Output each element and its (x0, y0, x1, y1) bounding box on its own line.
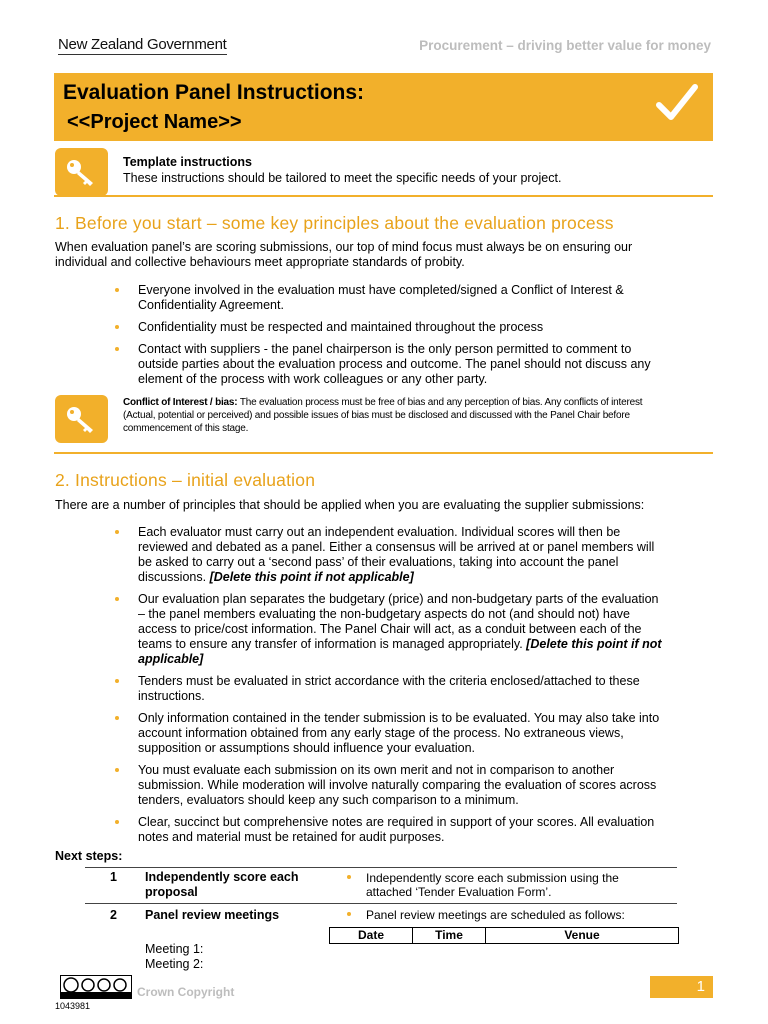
step-title: Panel review meetings (145, 908, 280, 922)
section-1-heading: 1. Before you start – some key principles about the evaluation process (55, 213, 614, 233)
table-header-venue: Venue (564, 928, 600, 942)
list-item: Only information contained in the tender submission is to be evaluated. You may also take into account information obtained from any early stage of the process. No extraneous views, supposition or assumptions should influence your evaluation. (138, 711, 718, 756)
conflict-of-interest-note: Conflict of Interest / bias: The evaluation process must be free of bias and any perception of bias. Any conflicts of interest (Actual, potential or perceived) and possible issues of bias must be disclosed and discussed with the Panel Chair before commencement of this stage. (123, 397, 643, 434)
page-number: 1 (696, 978, 705, 995)
list-item: Clear, succinct but comprehensive notes are required in support of your scores. All evaluation notes and material must be retained for audit purposes. (138, 815, 718, 845)
document-number: 1043981 (55, 1001, 91, 1011)
table-header-time: Time (413, 928, 486, 943)
step-description: Panel review meetings are scheduled as follows: (366, 908, 625, 922)
section-1-intro: When evaluation panel’s are scoring submissions, our top of mind focus must always be on ensuring our individual and collective behaviours meet appropriate standards of probity. (55, 240, 633, 269)
key-icon (55, 395, 108, 443)
template-instructions-text: These instructions should be tailored to meet the specific needs of your project. (123, 171, 562, 185)
section-1-bullets (138, 283, 713, 394)
crown-copyright: Crown Copyright (137, 985, 235, 999)
nz-government-logo: New Zealand Government (58, 36, 227, 53)
meeting-2: Meeting 2: (145, 957, 204, 971)
key-icon (55, 148, 108, 196)
list-item: Everyone involved in the evaluation must have completed/signed a Conflict of Interest & Confidentiality Agreement. (138, 283, 713, 313)
list-item: Tenders must be evaluated in strict accordance with the criteria enclosed/attached to these instructions. (138, 674, 718, 704)
next-steps-label: Next steps: (55, 849, 123, 863)
list-item: Each evaluator must carry out an independent evaluation. Individual scores will then be reviewed and debated as a panel. Either a consensus will be arrived at or panel members will be asked to carry out a ‘second pass’ of their evaluations, taking into account the panel discussions. [Delete this point if not applicable] (138, 525, 718, 585)
meeting-schedule-table (329, 927, 679, 944)
divider (54, 452, 713, 454)
header-tagline: Procurement – driving better value for money (419, 38, 711, 53)
list-item: You must evaluate each submission on its own merit and not in comparison to another submission. While moderation will involve naturally comparing the evaluation of scores across tenders, evaluators should keep any such comparison to a minimum. (138, 763, 718, 808)
section-2-intro: There are a number of principles that should be applied when you are evaluating the supplier submissions: (55, 498, 645, 512)
checkmark-icon (655, 81, 699, 125)
section-2-heading: 2. Instructions – initial evaluation (55, 470, 316, 490)
title-band (54, 73, 713, 141)
creative-commons-badge (60, 975, 132, 999)
document-title: Evaluation Panel Instructions: (63, 81, 365, 104)
page-number-box (650, 976, 713, 998)
template-instructions-heading: Template instructions (123, 155, 252, 169)
project-name: <<Project Name>> (67, 111, 242, 133)
step-description: Independently score each submission using the attached ‘Tender Evaluation Form’. (366, 871, 619, 899)
divider (85, 903, 677, 904)
divider (85, 867, 677, 868)
table-header-date: Date (330, 928, 413, 943)
list-item: Contact with suppliers - the panel chairperson is the only person permitted to comment to outside parties about the evaluation process and outcome. The panel should not discuss any element of the process with work colleagues or any other party. (138, 342, 713, 387)
step-title: Independently score each proposal (145, 870, 299, 899)
step-number: 1 (110, 870, 117, 884)
section-2-bullets (138, 525, 718, 852)
list-item: Confidentiality must be respected and maintained throughout the process (138, 320, 713, 335)
step-number: 2 (110, 908, 117, 922)
list-item: Our evaluation plan separates the budgetary (price) and non-budgetary parts of the evaluation – the panel members evaluating the non-budgetary aspects do not (and should not) have access to price/cost information. The Panel Chair will act, as a conduit between each of the teams to ensure any transfer of information is managed appropriately. [Delete this point if not applicable] (138, 592, 718, 667)
divider (54, 195, 713, 197)
meeting-1: Meeting 1: (145, 942, 204, 956)
